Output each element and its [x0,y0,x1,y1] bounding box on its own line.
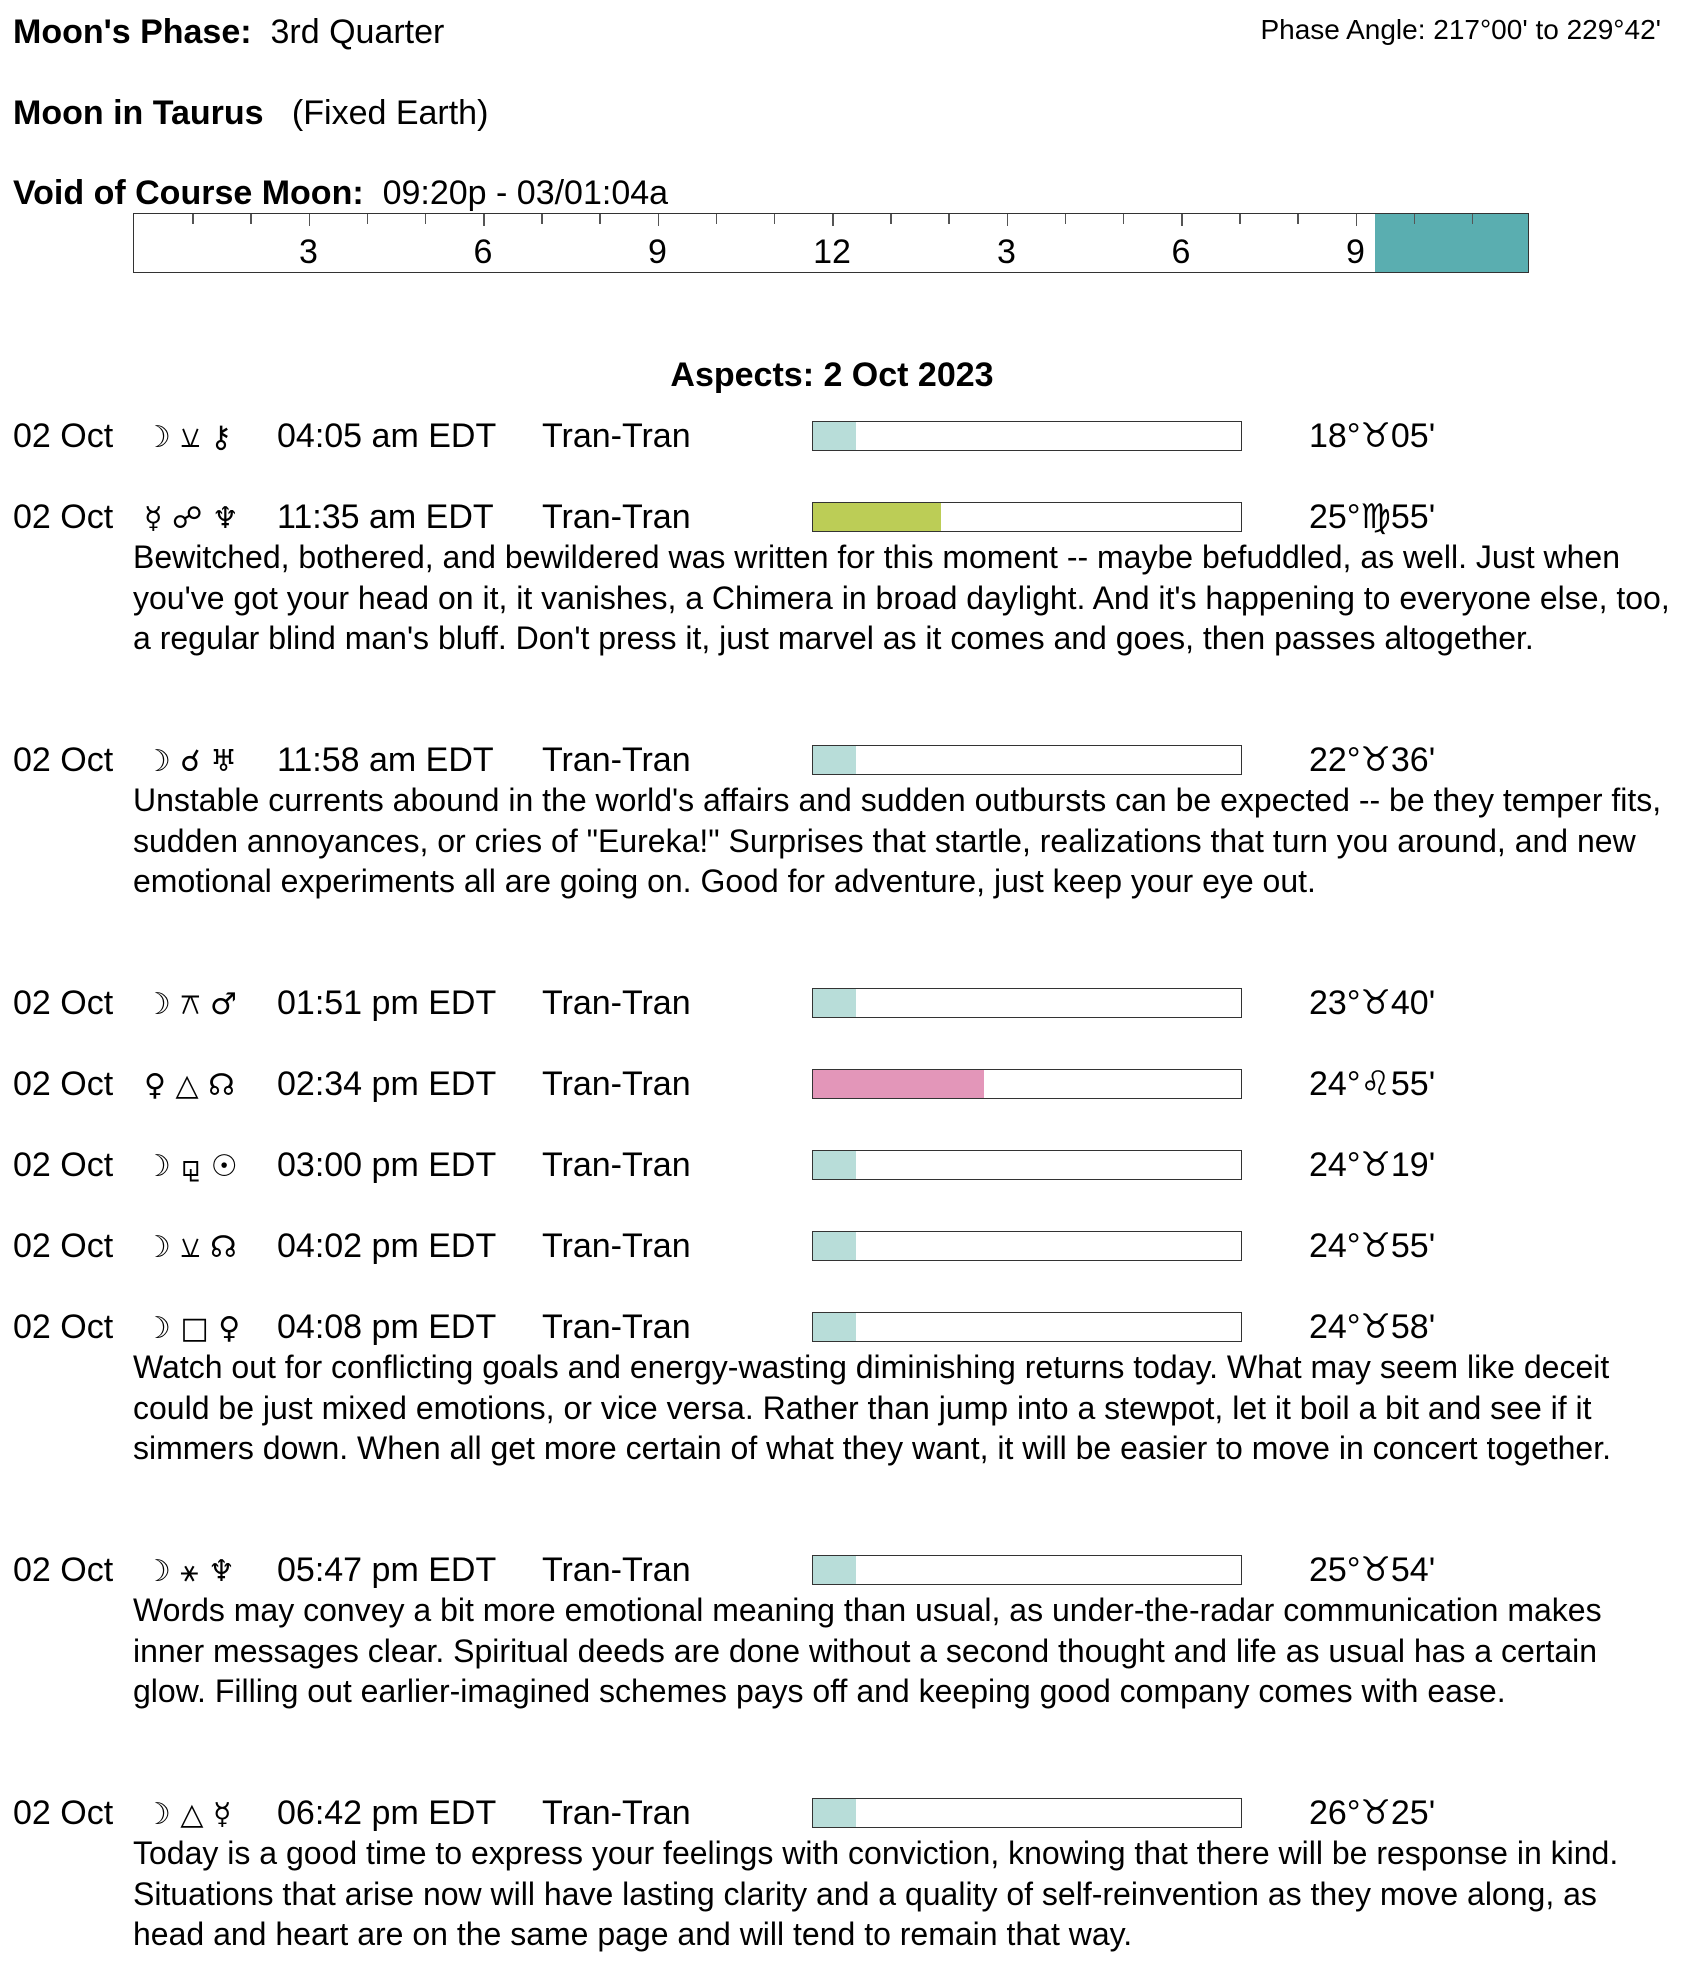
aspect-glyphs: ☽ ☌ ♅ [144,744,238,779]
aspect-type: Tran-Tran [542,1308,691,1346]
aspect-type: Tran-Tran [542,498,691,536]
aspect-date: 02 Oct [13,1065,114,1103]
timeline-tick [1414,214,1416,224]
aspect-interpretation: Unstable currents abound in the world's affairs and sudden outbursts can be expected -- be they temper fits, sudden annoyances, or cries of "Eureka!" Surprises that startle, realizations that turn you around, and new emotional experiments all are going on. Good for adventure, just keep your eye out. [133,782,1662,899]
timeline-tick [1356,214,1358,226]
aspect-date: 02 Oct [13,1227,114,1265]
aspect-date: 02 Oct [13,1146,114,1184]
aspect-strength-bar [812,1069,1242,1099]
aspect-strength-fill [813,1232,856,1260]
aspect-strength-bar [812,988,1242,1018]
aspect-strength-bar [812,745,1242,775]
aspect-position: 23°♉40' [1309,984,1436,1022]
aspect-position: 24°♉19' [1309,1146,1436,1184]
aspect-strength-fill [813,422,856,450]
moon-sign-line [13,93,488,133]
aspect-time: 02:34 pm EDT [277,1065,497,1103]
timeline-tick [1123,214,1125,224]
aspect-strength-bar [812,421,1242,451]
aspect-type: Tran-Tran [542,417,691,455]
timeline-tick [1065,214,1067,224]
aspect-glyphs: ☽ ⚺ ☊ [144,1230,237,1265]
aspect-date: 02 Oct [13,741,114,779]
aspect-strength-fill [813,746,856,774]
timeline-tick [192,214,194,224]
aspect-strength-fill [813,503,941,531]
aspect-type: Tran-Tran [542,1794,691,1832]
aspect-position: 25°♉54' [1309,1551,1436,1589]
aspect-position: 18°♉05' [1309,417,1436,455]
aspect-strength-bar [812,1231,1242,1261]
phase-angle: Phase Angle: 217°00' to 229°42' [1260,14,1661,45]
timeline-hour-label: 12 [813,233,851,271]
void-of-course-line [13,173,668,213]
aspect-date: 02 Oct [13,1551,114,1589]
aspect-date: 02 Oct [13,1794,114,1832]
aspect-interpretation: Bewitched, bothered, and bewildered was written for this moment -- maybe befuddled, as well. Just when you've got your head on it, it vanishes, a Chimera in broad daylight. And it's happening to everyone else, too, a regular blind man's bluff. Don't press it, just marvel as it comes and goes, then passes altogether. [133,539,1670,656]
aspect-glyphs: ♀ △ ☊ [144,1068,235,1103]
timeline-tick [832,214,834,226]
aspect-position: 26°♉25' [1309,1794,1436,1832]
timeline-tick [716,214,718,224]
aspect-strength-fill [813,1070,984,1098]
timeline-tick [425,214,427,224]
aspect-strength-fill [813,1799,856,1827]
timeline-tick [948,214,950,224]
timeline-hour-label: 9 [648,233,667,271]
timeline-tick [483,214,485,226]
aspect-date: 02 Oct [13,417,114,455]
aspect-glyphs: ☽ ⚹ ♆ [144,1554,235,1589]
aspect-position: 22°♉36' [1309,741,1436,779]
timeline-tick [1297,214,1299,224]
timeline-tick [541,214,543,224]
aspect-interpretation: Words may convey a bit more emotional meaning than usual, as under-the-radar communication makes inner messages clear. Spiritual deeds are done without a second thought and life as usual has a certain glow. Filling out earlier-imagined schemes pays off and keeping good company comes with ease. [133,1592,1602,1709]
timeline-tick [1007,214,1009,226]
timeline-hour-label: 9 [1346,233,1365,271]
aspect-time: 03:00 pm EDT [277,1146,497,1184]
aspect-time: 04:08 pm EDT [277,1308,497,1346]
aspect-interpretation: Watch out for conflicting goals and energy-wasting diminishing returns today. What may seem like deceit could be just mixed emotions, or vice versa. Rather than jump into a stewpot, let it boil a bit and see if it simmers down. When all get more certain of what they want, it will be easier to move in concert together. [133,1349,1611,1466]
timeline-tick [367,214,369,224]
aspect-strength-fill [813,1151,856,1179]
aspect-glyphs: ☽ ⚼ ☉ [144,1149,238,1184]
void-of-course-block [1375,214,1528,272]
aspect-date: 02 Oct [13,498,114,536]
aspect-position: 24°♌55' [1309,1065,1436,1103]
void-of-course-timeline [133,213,1529,273]
aspect-interpretation: Today is a good time to express your feelings with conviction, knowing that there will be response in kind. Situations that arise now will have lasting clarity and a quality of self-reinvention as they move along, as head and heart are on the same page and will tend to remain that way. [133,1835,1619,1952]
aspect-type: Tran-Tran [542,1065,691,1103]
voc-value: 09:20p - 03/01:04a [382,174,669,212]
aspect-strength-bar [812,1555,1242,1585]
aspect-time: 04:05 am EDT [277,417,497,455]
aspect-strength-bar [812,1312,1242,1342]
aspect-time: 05:47 pm EDT [277,1551,497,1589]
aspect-glyphs: ☽ △ ☿ [144,1797,232,1832]
aspect-time: 11:35 am EDT [277,498,494,536]
aspect-time: 11:58 am EDT [277,741,494,779]
timeline-hour-label: 6 [1171,233,1191,271]
aspect-glyphs: ☿ ☍ ♆ [144,501,239,536]
aspect-strength-bar [812,1150,1242,1180]
moon-phase-line [13,12,444,52]
timeline-tick [250,214,252,224]
aspect-type: Tran-Tran [542,1551,691,1589]
aspects-title: Aspects: 2 Oct 2023 [670,356,994,394]
moon-phase-value: 3rd Quarter [270,13,445,51]
timeline-hour-label: 3 [299,233,318,271]
timeline-tick [1181,214,1183,226]
timeline-tick [599,214,601,224]
aspect-type: Tran-Tran [542,984,691,1022]
aspect-strength-fill [813,1556,856,1584]
aspect-date: 02 Oct [13,1308,114,1346]
aspect-strength-fill [813,1313,856,1341]
timeline-tick [774,214,776,224]
aspect-strength-bar [812,1798,1242,1828]
moon-phase-label: Moon's Phase: [13,13,252,51]
voc-label: Void of Course Moon: [13,174,364,212]
aspect-glyphs: ☽ ⚺ ⚷ [144,420,232,455]
aspect-glyphs: ☽ □ ♀ [144,1311,241,1346]
aspect-type: Tran-Tran [542,741,691,779]
timeline-tick [658,214,660,226]
timeline-tick [890,214,892,224]
timeline-tick [1239,214,1241,224]
timeline-hour-label: 3 [997,233,1016,271]
timeline-tick [1472,214,1474,224]
aspect-time: 01:51 pm EDT [277,984,497,1022]
aspect-time: 06:42 pm EDT [277,1794,497,1832]
aspect-type: Tran-Tran [542,1146,691,1184]
aspect-position: 25°♍55' [1309,498,1436,536]
aspect-strength-fill [813,989,856,1017]
moon-sign-label: Moon in Taurus [13,94,264,132]
aspect-date: 02 Oct [13,984,114,1022]
aspect-glyphs: ☽ ⚻ ♂ [144,987,237,1022]
aspect-position: 24°♉58' [1309,1308,1436,1346]
aspect-time: 04:02 pm EDT [277,1227,497,1265]
timeline-tick [309,214,311,226]
moon-sign-detail: (Fixed Earth) [291,94,489,132]
aspect-position: 24°♉55' [1309,1227,1436,1265]
aspect-strength-bar [812,502,1242,532]
aspect-type: Tran-Tran [542,1227,691,1265]
timeline-hour-label: 6 [473,233,493,271]
